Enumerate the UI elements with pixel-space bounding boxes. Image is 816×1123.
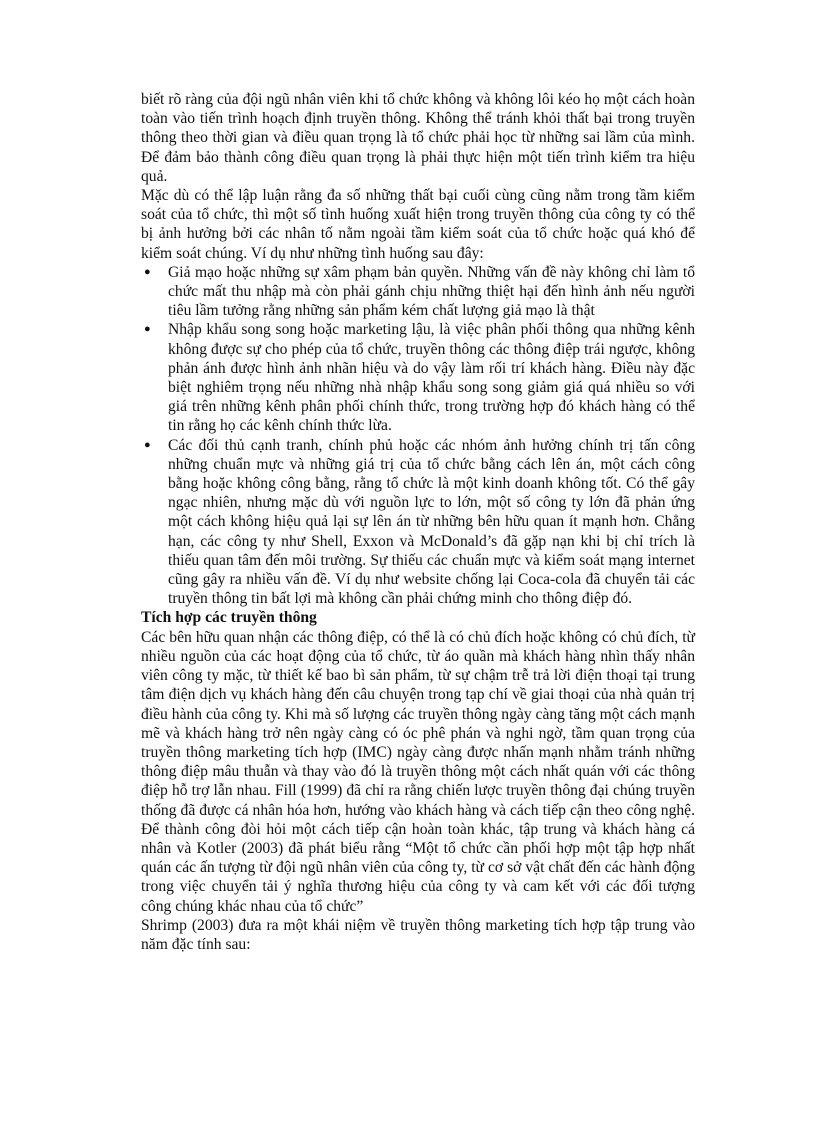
paragraph-intro: biết rõ ràng của đội ngũ nhân viên khi tổ chức không và không lôi kéo họ một cách hoàn toàn vào tiến trình hoạch định truyền thông. Không thể tránh khỏi thất bại trong truyền thông theo thời gian và điều quan trọng là tổ chức phải học từ những sai lầm của mình. Để đảm bảo thành công điều quan trọng là phải thực hiện một tiến trình kiểm tra hiệu quả. xyxy=(141,91,695,185)
bullet-icon: ● xyxy=(144,265,151,278)
paragraph-imc: Các bên hữu quan nhận các thông điệp, có thể là có chủ đích hoặc không có chủ đích, từ nhiều nguồn của các hoạt động của tổ chức, từ áo quần mà khách hàng nhìn thấy nhân viên công ty mặc, từ thiết kế bao bì sản phẩm, từ sự chậm trễ trả lời điện thoại tại trung tâm điện dịch vụ khách hàng đến câu chuyện trong tạp chí về giai thoại của nhà quản trị điều hành của công ty. Khi mà số lượng các truyền thông ngày càng tăng một cách mạnh mẽ và khách hàng trở nên ngày càng có óc phê phán và nghi ngờ, tầm quan trọng của truyền thông marketing tích hợp (IMC) ngày càng được nhấn mạnh nhằm tránh những thông điệp mâu thuẫn và thay vào đó là truyền thông một cách nhất quán với các thông điệp hỗ trợ lẫn nhau. Fill (1999) đã chỉ ra rằng chiến lược truyền thông đại chúng truyền thống đã được cá nhân hóa hơn, hướng vào khách hàng và cách tiếp cận theo công nghệ. Để thành công đòi hỏi một cách tiếp cận hoàn toàn khác, tập trung và khách hàng cá nhân và Kotler (2003) đã phát biểu rằng “Một tổ chức cần phối hợp một tập hợp nhất quán các ấn tượng từ đội ngũ nhân viên của công ty, từ cơ sở vật chất đến các hành động trong việc chuyển tải ý nghĩa thương hiệu của công ty và cam kết với các đối tượng công chúng khác nhau của tổ chức” xyxy=(141,628,695,915)
paragraph-uncontrollable-factors: Mặc dù có thể lập luận rằng đa số những thất bại cuối cùng cũng nằm trong tầm kiểm soát của tổ chức, thì một số tình huống xuất hiện trong truyền thông của công ty có thể bị ảnh hưởng bởi các nhân tố nằm ngoài tầm kiểm soát của tổ chức hoặc quá khó để kiểm soát chúng. Ví dụ như những tình huống sau đây: xyxy=(141,187,695,262)
bullet-icon: ● xyxy=(144,323,151,336)
bullet-list xyxy=(141,263,695,609)
document-page xyxy=(141,90,695,954)
list-item xyxy=(141,436,695,609)
list-item xyxy=(141,320,695,435)
list-item xyxy=(141,263,695,321)
list-item-text: Các đối thủ cạnh tranh, chính phủ hoặc các nhóm ảnh hưởng chính trị tấn công những chuẩn mực và những giá trị của tổ chức bằng cách lên án, một cách công bằng hoặc không công bằng, rằng tổ chức là một kinh doanh không tốt. Có thể gây ngạc nhiên, nhưng mặc dù với nguồn lực to lớn, một số công ty lớn đã phản ứng một cách không hiệu quả lại sự lên án từ những bên hữu quan ít mạnh hơn. Chẳng hạn, các công ty như Shell, Exxon và McDonald’s đã gặp nạn khi bị chỉ trích là thiếu quan tâm đến môi trường. Sự thiếu các chuẩn mực và kiểm soát mạng internet cũng gây ra nhiều vấn đề. Ví dụ như website chống lại Coca-cola đã chuyển tải các truyền thông tin bất lợi mà không cần phải chứng minh cho thông điệp đó. xyxy=(168,436,695,608)
paragraph-shrimp: Shrimp (2003) đưa ra một khái niệm về truyền thông marketing tích hợp tập trung vào năm đặc tính sau: xyxy=(141,916,695,953)
section-heading: Tích hợp các truyền thông xyxy=(141,609,317,627)
list-item-text: Nhập khẩu song song hoặc marketing lậu, là việc phân phối thông qua những kênh không được sự cho phép của tổ chức, truyền thông các thông điệp trái ngược, không phản ánh được hình ảnh nhãn hiệu và do vậy làm rối trí khách hàng. Điều này đặc biệt nghiêm trọng nếu những nhà nhập khẩu song song giảm giá quá nhiều so với giá trên những kênh phân phối chính thức, trong trường hợp đó khách hàng có thể tin rằng họ các kênh chính thức lừa. xyxy=(168,321,695,435)
list-item-text: Giả mạo hoặc những sự xâm phạm bản quyền. Những vấn đề này không chỉ làm tổ chức mất thu nhập mà còn phải gánh chịu những thiệt hại đến hình ảnh nếu người tiêu lầm tưởng rằng những sản phẩm kém chất lượng giả mạo là thật xyxy=(168,263,695,320)
bullet-icon: ● xyxy=(144,438,151,451)
